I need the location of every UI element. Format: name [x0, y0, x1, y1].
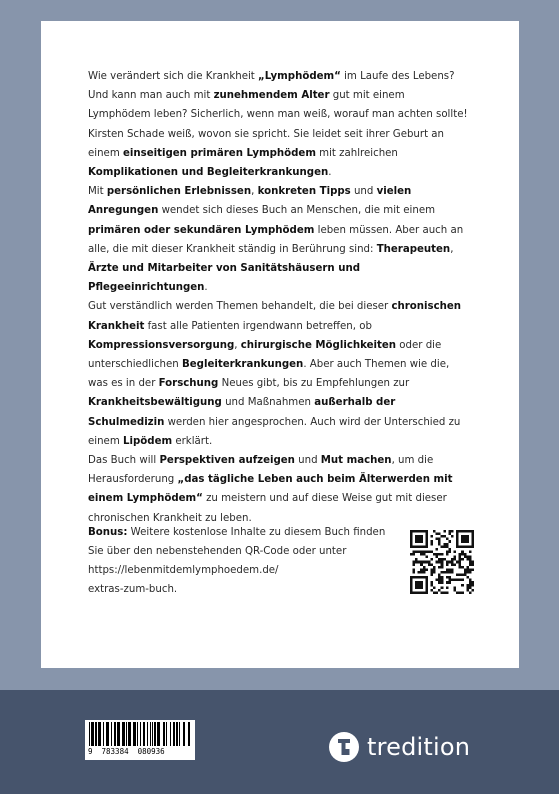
- tredition-logo-icon: [329, 732, 359, 762]
- blurb-paragraph-2: Kirsten Schade weiß, wovon sie spricht. Sie leidet seit ihrer Geburt an einem einseitigen primären Lymphödem mit zahlreichen Komplikationen und Begleiterkrankungen.: [88, 128, 445, 179]
- blurb-paragraph-4: Gut verständlich werden Themen behandelt, die bei dieser chronischen Krankheit fast alle Patienten irgendwann betreffen, ob Kompressionsversorgung, chirurgische Möglichkeiten oder die unterschiedlichen Begleiterkrankungen. Aber auch Themen wie die, was es in der Forschung Neues gibt, bis zu Empfehlungen zur Krankheitsbewältigung und Maßnahmen außerhalb der Schulmedizin werden hier angesprochen. Auch wird der Unterschied zu einem Lipödem erklärt.: [88, 301, 462, 447]
- bonus-section: [88, 523, 398, 599]
- barcode-bars: [85, 720, 195, 748]
- qr-code[interactable]: [410, 530, 474, 594]
- blurb-paragraph-3: Mit persönlichen Erlebnissen, konkreten Tipps und vielen Anregungen wendet sich dieses Buch an Menschen, die mit einem primären oder sekundären Lymphödem leben müssen. Aber auch an alle, die mit dieser Krankheit ständig in Berührung sind: Therapeuten, Ärzte und Mitarbeiter von Sanitätshäusern und Pflegeeinrichtungen.: [88, 186, 464, 294]
- bonus-url[interactable]: https://lebenmitdemlymphoedem.de/ extras-zum-buch.: [88, 565, 279, 595]
- blurb-paragraph-1: Wie verändert sich die Krankheit „Lymphödem“ im Laufe des Lebens? Und kann man auch mit zunehmendem Alter gut mit einem Lymphödem leben? Sicherlich, wenn man weiß, worauf man achten sollte!: [88, 71, 468, 121]
- bonus-label: Bonus:: [88, 527, 128, 538]
- bonus-text: Bonus: Weitere kostenlose Inhalte zu diesem Buch finden Sie über den nebenstehenden QR-Code oder unter: [88, 527, 386, 557]
- cover-footer: [0, 690, 559, 794]
- isbn-barcode: [85, 720, 195, 760]
- publisher-name: tredition: [367, 733, 471, 761]
- back-cover-panel: [41, 21, 519, 668]
- barcode-number: 9 783384 080936: [88, 747, 165, 756]
- publisher-logo: [329, 730, 470, 764]
- book-blurb: [88, 67, 468, 528]
- blurb-paragraph-5: Das Buch will Perspektiven aufzeigen und Mut machen, um die Herausforderung „das tägliche Leben auch beim Älterwerden mit einem Lymphödem“ zu meistern und auf diese Weise gut mit dieser chronischen Krankheit zu leben.: [88, 455, 453, 524]
